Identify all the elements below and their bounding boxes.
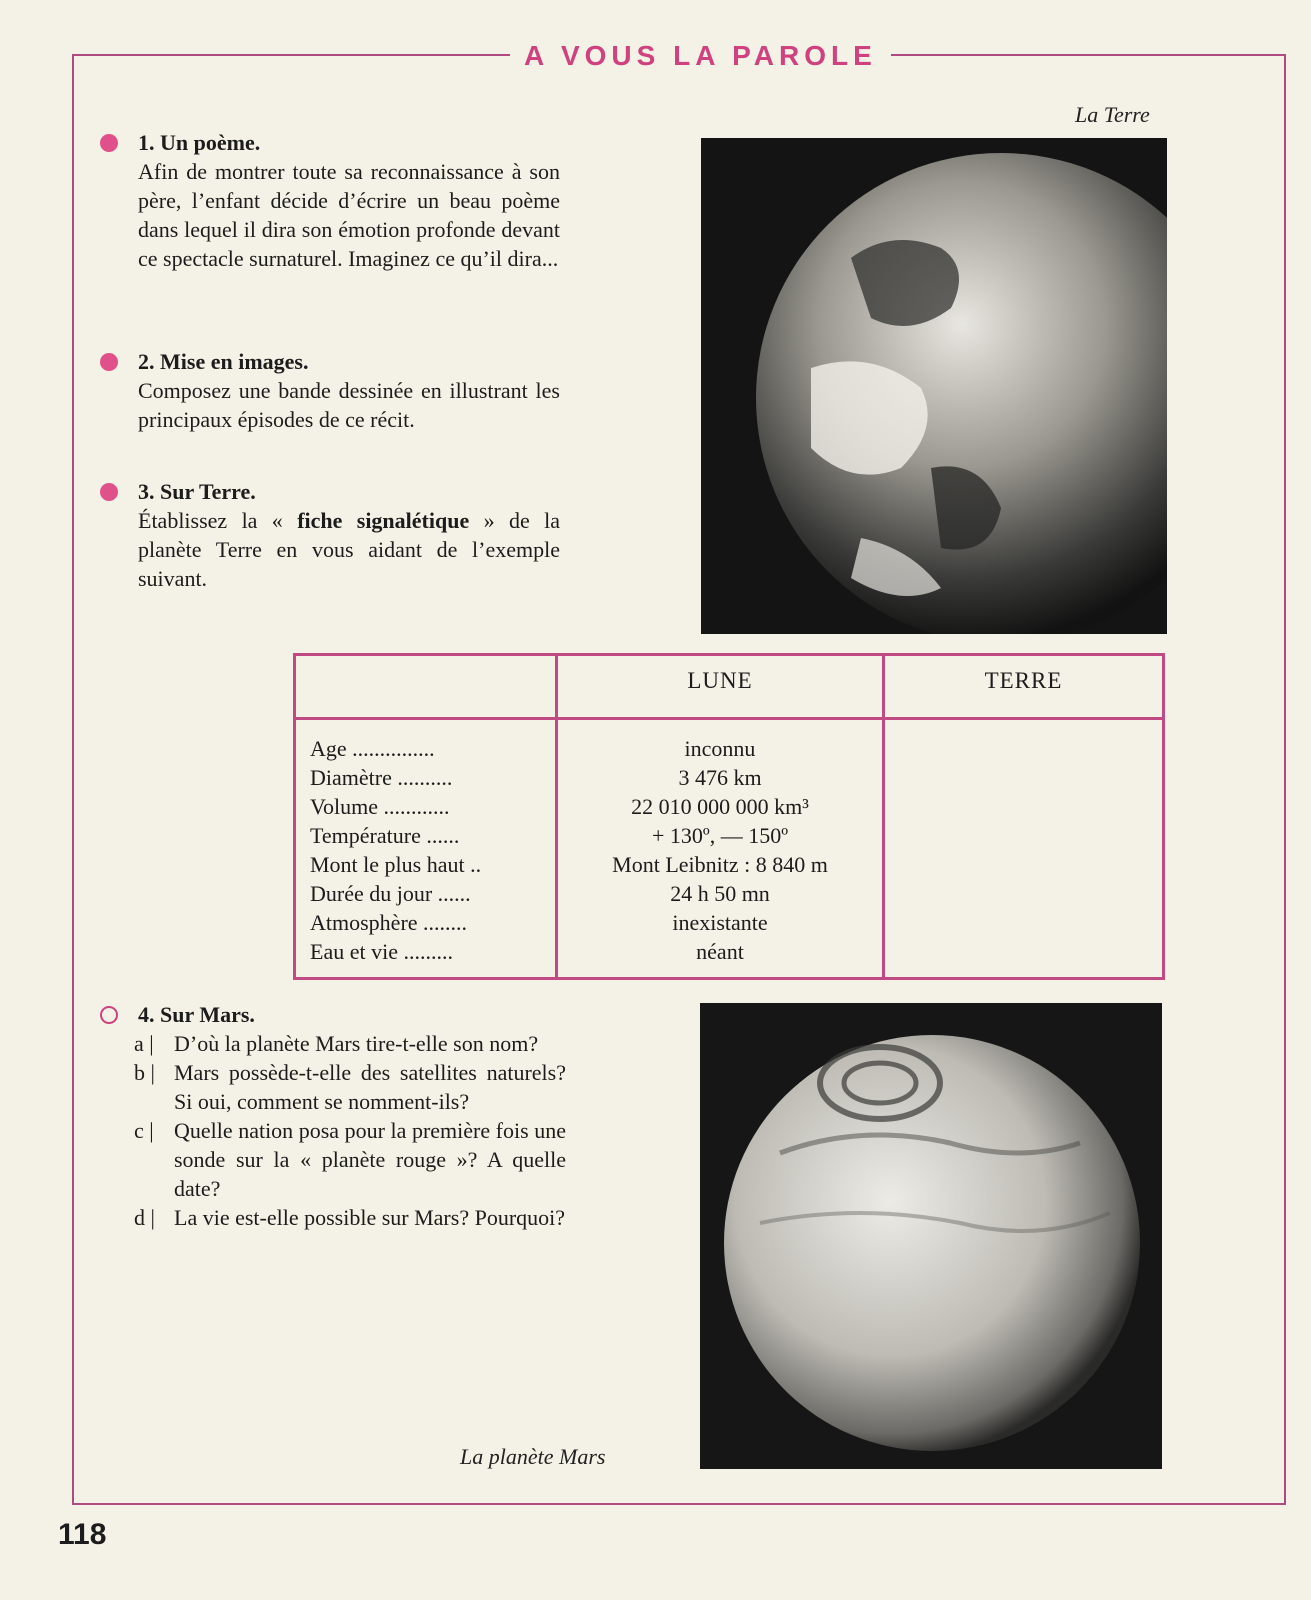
open-bullet-icon xyxy=(100,1006,118,1024)
table-label: Volume ............ xyxy=(310,794,450,819)
exercise-title: 1. Un poème. xyxy=(138,130,261,155)
table-label: Mont le plus haut .. xyxy=(310,852,482,877)
table-cell: 3 476 km xyxy=(678,765,762,790)
table-terre-column xyxy=(884,719,1164,979)
table-cell: + 130º, — 150º xyxy=(651,823,789,848)
bullet-icon xyxy=(100,353,118,371)
table-label: Eau et vie ......... xyxy=(310,939,453,964)
question-c: c | Quelle nation posa pour la première fois une sonde sur la « planète rouge »? A quelle date? xyxy=(134,1118,566,1201)
fiche-signaletique-bold: fiche signalétique xyxy=(297,508,470,533)
planet-table xyxy=(293,653,1165,980)
table-cell: 22 010 000 000 km³ xyxy=(631,794,809,819)
exercise-body: Établissez la « fiche signalétique » de la planète Terre en vous aidant de l’exemple suivant. xyxy=(138,508,560,591)
exercise-1 xyxy=(100,128,560,273)
bullet-icon xyxy=(100,134,118,152)
table-header-blank xyxy=(295,655,557,719)
table-cell: néant xyxy=(696,939,744,964)
table-label: Diamètre .......... xyxy=(310,765,453,790)
exercise-body: Afin de montrer toute sa reconnaissance à son père, l’enfant décide d’écrire un beau poème dans lequel il dira son émotion profonde devant ce spectacle surnaturel. Imaginez ce qu’il dira... xyxy=(138,159,560,271)
exercise-title: 4. Sur Mars. xyxy=(138,1002,255,1027)
table-label: Atmosphère ........ xyxy=(310,910,468,935)
exercise-2 xyxy=(100,347,560,434)
exercise-4 xyxy=(100,1000,566,1232)
mars-caption: La planète Mars xyxy=(460,1444,606,1469)
bullet-icon xyxy=(100,483,118,501)
exercise-title: 2. Mise en images. xyxy=(138,349,309,374)
table-lune-column xyxy=(557,719,884,979)
table-cell: 24 h 50 mn xyxy=(670,881,770,906)
table-label: Age ............... xyxy=(310,736,435,761)
table-label: Température ...... xyxy=(310,823,460,848)
question-d: d | La vie est-elle possible sur Mars? Pourquoi? xyxy=(134,1205,566,1230)
table-header-lune: LUNE xyxy=(557,655,884,719)
exercise-body: Composez une bande dessinée en illustrant les principaux épisodes de ce récit. xyxy=(138,378,560,432)
table-label: Durée du jour ...... xyxy=(310,881,471,906)
question-a: a | D’où la planète Mars tire-t-elle son nom? xyxy=(134,1031,539,1056)
earth-photo xyxy=(701,138,1167,634)
question-b: b | Mars possède-t-elle des satellites naturels? Si oui, comment se nomment-ils? xyxy=(134,1060,566,1114)
earth-caption: La Terre xyxy=(1075,102,1150,127)
table-cell: inconnu xyxy=(684,736,756,761)
mars-photo xyxy=(700,1003,1162,1469)
exercise-3 xyxy=(100,477,560,593)
table-header-terre: TERRE xyxy=(884,655,1164,719)
page-title: A VOUS LA PAROLE xyxy=(510,40,891,72)
table-cell: inexistante xyxy=(672,910,768,935)
exercise-title: 3. Sur Terre. xyxy=(138,479,256,504)
table-cell: Mont Leibnitz : 8 840 m xyxy=(612,852,828,877)
table-labels-column xyxy=(295,719,557,979)
page-number: 118 xyxy=(58,1518,107,1551)
